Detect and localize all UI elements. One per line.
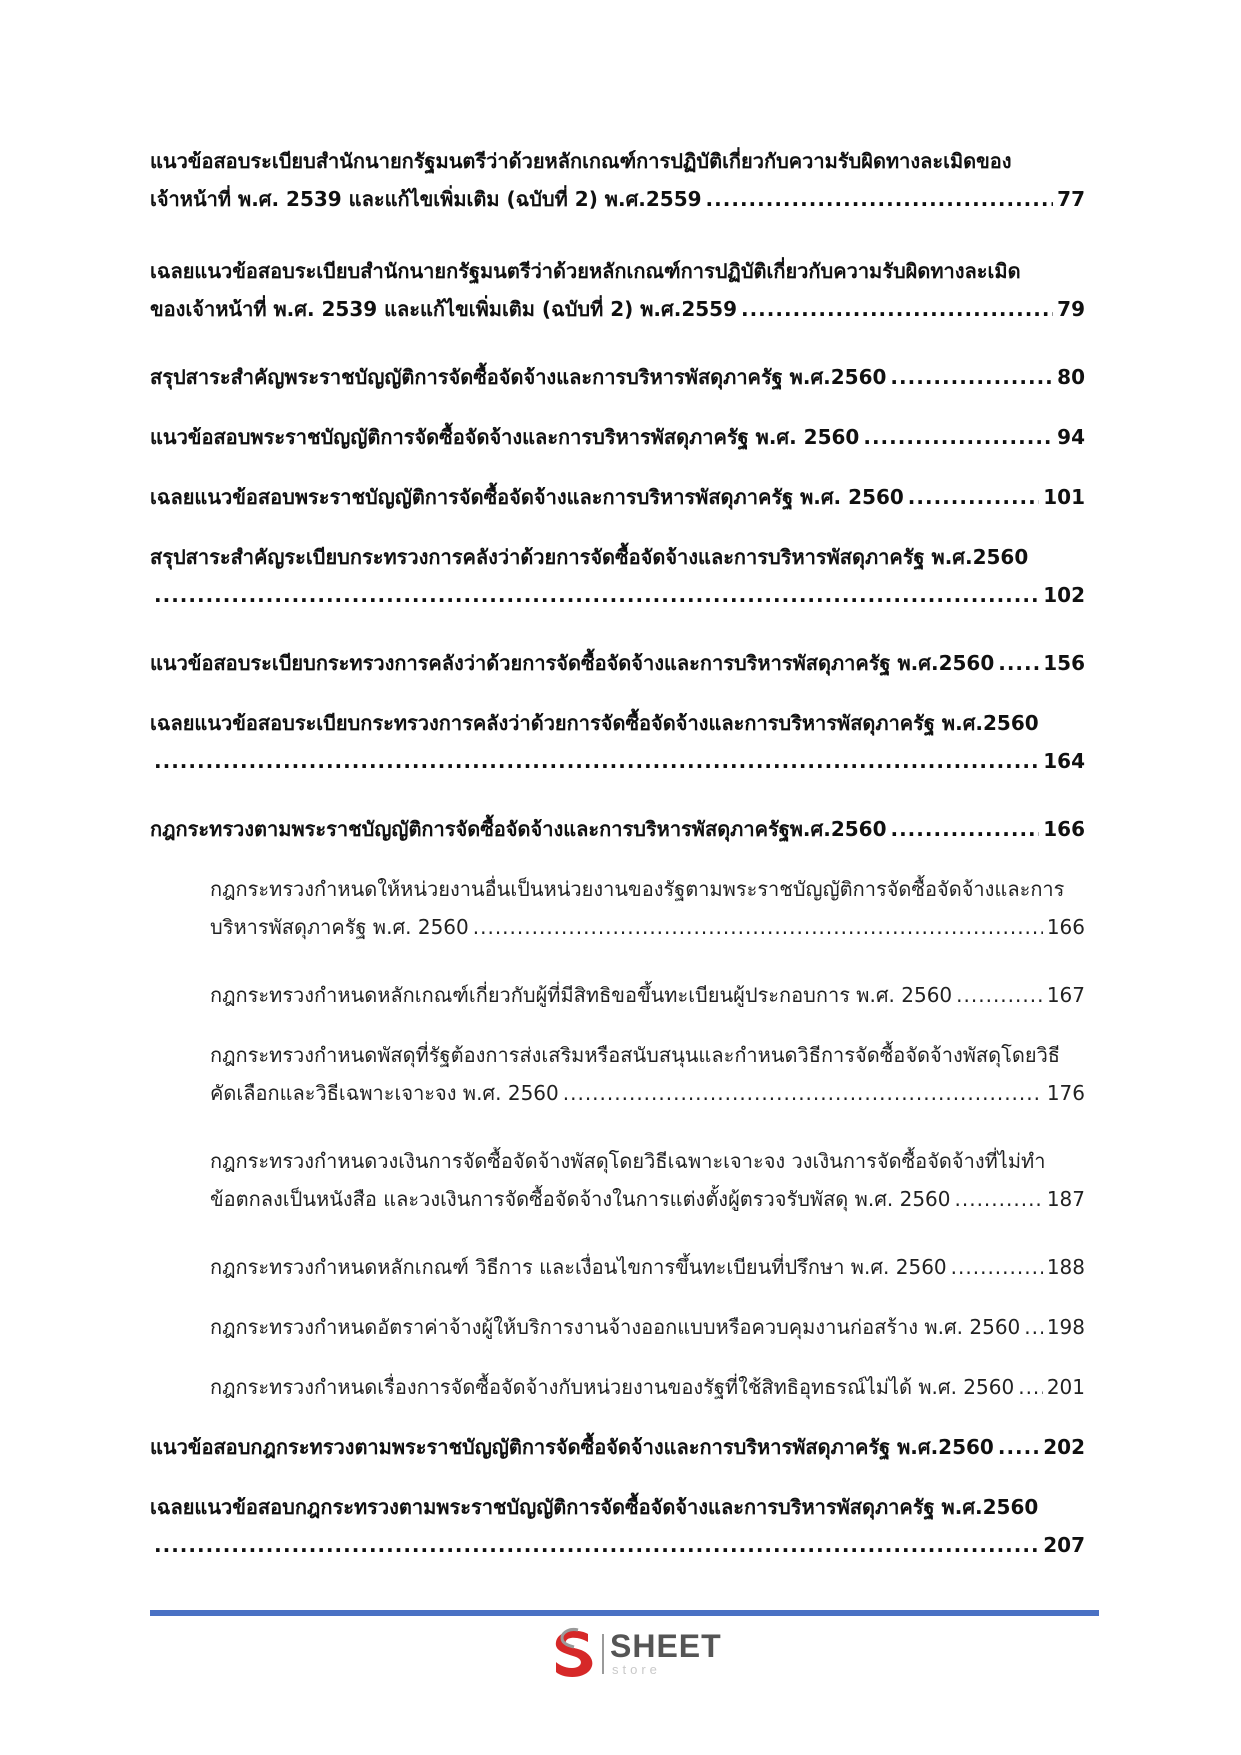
toc-entry-line	[210, 1372, 1085, 1402]
toc-page-number: 94	[1057, 425, 1085, 449]
leader-dots	[955, 1184, 1043, 1214]
toc-entry-line	[150, 146, 1085, 176]
toc-page-number: 176	[1046, 1081, 1085, 1105]
toc-entry-line	[150, 256, 1085, 286]
leader-dots	[563, 1078, 1043, 1108]
toc-entry-line	[210, 874, 1085, 904]
toc-entry[interactable]	[150, 648, 1085, 678]
toc-entry-title-cont: บริหารพัสดุภาครัฐ พ.ศ. 2560	[210, 915, 469, 939]
leader-dots	[890, 814, 1039, 844]
toc-entry-title: กฎกระทรวงกำหนดอัตราค่าจ้างผู้ให้บริการงานจ้างออกแบบหรือควบคุมงานก่อสร้าง พ.ศ. 2560	[210, 1315, 1021, 1339]
toc-entry[interactable]	[150, 146, 1085, 214]
footer-rule	[150, 1610, 1099, 1616]
leader-dots	[863, 422, 1053, 452]
toc-entry-title: สรุปสาระสำคัญระเบียบกระทรวงการคลังว่าด้วยการจัดซื้อจัดจ้างและการบริหารพัสดุภาครัฐ พ.ศ.2560	[150, 545, 1029, 569]
logo-wordmark: SHEET	[610, 1628, 722, 1664]
toc-page-number: 198	[1046, 1315, 1085, 1339]
toc-page-number: 166	[1043, 817, 1085, 841]
toc-page-number: 80	[1057, 365, 1085, 389]
toc-entry-title-cont: เจ้าหน้าที่ พ.ศ. 2539 และแก้ไขเพิ่มเติม (ฉบับที่ 2) พ.ศ.2559	[150, 187, 702, 211]
toc-entry-line	[150, 1492, 1085, 1522]
sheet-store-logo-mark-icon	[548, 1626, 598, 1682]
toc-entry-line	[210, 1184, 1085, 1214]
toc-entry-title: สรุปสาระสำคัญพระราชบัญญัติการจัดซื้อจัดจ้างและการบริหารพัสดุภาครัฐ พ.ศ.2560	[150, 365, 887, 389]
toc-page-number: 164	[1043, 749, 1085, 773]
leader-dots	[154, 746, 1039, 776]
toc-entry-line	[150, 482, 1085, 512]
toc-page-number: 207	[1043, 1533, 1085, 1557]
toc-entry-line	[210, 1312, 1085, 1342]
toc-entry[interactable]	[150, 708, 1085, 776]
toc-page-number: 102	[1043, 583, 1085, 607]
leader-dots	[473, 912, 1043, 942]
leader-dots	[154, 580, 1039, 610]
toc-entry[interactable]	[150, 256, 1085, 324]
leader-dots	[706, 184, 1054, 214]
toc-page-number: 156	[1043, 651, 1085, 675]
leader-dots	[951, 1252, 1043, 1282]
toc-entry[interactable]	[150, 1432, 1085, 1462]
toc-entry-line	[150, 542, 1085, 572]
toc-entry-title: กฎกระทรวงตามพระราชบัญญัติการจัดซื้อจัดจ้างและการบริหารพัสดุภาครัฐพ.ศ.2560	[150, 817, 887, 841]
toc-entry-title: แนวข้อสอบพระราชบัญญัติการจัดซื้อจัดจ้างและการบริหารพัสดุภาครัฐ พ.ศ. 2560	[150, 425, 860, 449]
toc-entry-title-cont: คัดเลือกและวิธีเฉพาะเจาะจง พ.ศ. 2560	[210, 1081, 559, 1105]
toc-entry-title: แนวข้อสอบระเบียบสำนักนายกรัฐมนตรีว่าด้วยหลักเกณฑ์การปฏิบัติเกี่ยวกับความรับผิดทางละเมิดของ	[150, 149, 1012, 173]
toc-entry-line	[150, 294, 1085, 324]
toc-subentry[interactable]	[210, 1252, 1085, 1282]
toc-entry[interactable]	[150, 542, 1085, 610]
toc-page-number: 79	[1057, 297, 1085, 321]
toc-entry-line	[210, 1040, 1085, 1070]
toc-entry-title: กฎกระทรวงกำหนดพัสดุที่รัฐต้องการส่งเสริมหรือสนับสนุนและกำหนดวิธีการจัดซื้อจัดจ้างพัสดุโดยวิธี	[210, 1043, 1060, 1067]
toc-entry-title: กฎกระทรวงกำหนดเรื่องการจัดซื้อจัดจ้างกับหน่วยงานของรัฐที่ใช้สิทธิอุทธรณ์ไม่ได้ พ.ศ. 2560	[210, 1375, 1015, 1399]
toc-page-number: 188	[1046, 1255, 1085, 1279]
toc-entry-line	[150, 708, 1085, 738]
toc-entry-title: เฉลยแนวข้อสอบกฎกระทรวงตามพระราชบัญญัติการจัดซื้อจัดจ้างและการบริหารพัสดุภาครัฐ พ.ศ.2560	[150, 1495, 1039, 1519]
leader-dots	[1024, 1312, 1043, 1342]
leader-dots	[908, 482, 1039, 512]
toc-subentry[interactable]	[210, 1372, 1085, 1402]
toc-entry-line	[150, 746, 1085, 776]
toc-entry[interactable]	[150, 422, 1085, 452]
toc-entry-line	[210, 1252, 1085, 1282]
toc-entry-line	[150, 362, 1085, 392]
toc-entry-line	[210, 912, 1085, 942]
toc-entry-line	[150, 580, 1085, 610]
toc-page-number: 201	[1046, 1375, 1085, 1399]
toc-entry-title: แนวข้อสอบระเบียบกระทรวงการคลังว่าด้วยการจัดซื้อจัดจ้างและการบริหารพัสดุภาครัฐ พ.ศ.2560	[150, 651, 995, 675]
toc-subentry[interactable]	[210, 980, 1085, 1010]
leader-dots	[1018, 1372, 1043, 1402]
toc-entry-line	[150, 648, 1085, 678]
toc-entry[interactable]	[150, 362, 1085, 392]
toc-entry-title: เฉลยแนวข้อสอบระเบียบสำนักนายกรัฐมนตรีว่าด้วยหลักเกณฑ์การปฏิบัติเกี่ยวกับความรับผิดทางละเมิด	[150, 259, 1021, 283]
toc-entry[interactable]	[150, 482, 1085, 512]
toc-subentry[interactable]	[210, 1312, 1085, 1342]
toc-entry-title-cont: ข้อตกลงเป็นหนังสือ และวงเงินการจัดซื้อจัดจ้างในการแต่งตั้งผู้ตรวจรับพัสดุ พ.ศ. 2560	[210, 1187, 951, 1211]
toc-entry[interactable]	[150, 1492, 1085, 1560]
toc-page-number: 77	[1057, 187, 1085, 211]
logo-subtitle: store	[612, 1662, 661, 1677]
toc-page-number: 187	[1046, 1187, 1085, 1211]
toc-entry-line	[150, 814, 1085, 844]
leader-dots	[741, 294, 1053, 324]
toc-entry-title: กฎกระทรวงกำหนดวงเงินการจัดซื้อจัดจ้างพัสดุโดยวิธีเฉพาะเจาะจง วงเงินการจัดซื้อจัดจ้างที่ไม่ทำ	[210, 1149, 1046, 1173]
toc-entry-title-cont: ของเจ้าหน้าที่ พ.ศ. 2539 และแก้ไขเพิ่มเติม (ฉบับที่ 2) พ.ศ.2559	[150, 297, 737, 321]
toc-entry-title: กฎกระทรวงกำหนดหลักเกณฑ์ วิธีการ และเงื่อนไขการขึ้นทะเบียนที่ปรึกษา พ.ศ. 2560	[210, 1255, 947, 1279]
toc-entry[interactable]	[150, 814, 1085, 844]
toc-entry-line	[150, 422, 1085, 452]
toc-entry-line	[210, 1146, 1085, 1176]
leader-dots	[956, 980, 1043, 1010]
toc-subentry[interactable]	[210, 1146, 1085, 1214]
sheet-store-logo	[548, 1626, 728, 1682]
toc-entry-line	[210, 980, 1085, 1010]
leader-dots	[890, 362, 1053, 392]
leader-dots	[154, 1530, 1039, 1560]
logo-divider	[602, 1634, 604, 1674]
toc-entry-line	[210, 1078, 1085, 1108]
toc-entry-title: กฎกระทรวงกำหนดให้หน่วยงานอื่นเป็นหน่วยงานของรัฐตามพระราชบัญญัติการจัดซื้อจัดจ้างและการ	[210, 877, 1065, 901]
toc-entry-line	[150, 1432, 1085, 1462]
toc-entry-title: เฉลยแนวข้อสอบพระราชบัญญัติการจัดซื้อจัดจ้างและการบริหารพัสดุภาครัฐ พ.ศ. 2560	[150, 485, 904, 509]
toc-entry-title: เฉลยแนวข้อสอบระเบียบกระทรวงการคลังว่าด้วยการจัดซื้อจัดจ้างและการบริหารพัสดุภาครัฐ พ.ศ.2560	[150, 711, 1039, 735]
toc-page-number: 166	[1046, 915, 1085, 939]
toc-entry-line	[150, 184, 1085, 214]
toc-entry-title: แนวข้อสอบกฎกระทรวงตามพระราชบัญญัติการจัดซื้อจัดจ้างและการบริหารพัสดุภาครัฐ พ.ศ.2560	[150, 1435, 994, 1459]
toc-entry-title: กฎกระทรวงกำหนดหลักเกณฑ์เกี่ยวกับผู้ที่มีสิทธิขอขึ้นทะเบียนผู้ประกอบการ พ.ศ. 2560	[210, 983, 953, 1007]
toc-page-number: 167	[1046, 983, 1085, 1007]
toc-page-number: 202	[1043, 1435, 1085, 1459]
toc-subentry[interactable]	[210, 874, 1085, 942]
leader-dots	[998, 648, 1039, 678]
toc-page-number: 101	[1043, 485, 1085, 509]
toc-subentry[interactable]	[210, 1040, 1085, 1108]
toc-entry-line	[150, 1530, 1085, 1560]
leader-dots	[998, 1432, 1039, 1462]
